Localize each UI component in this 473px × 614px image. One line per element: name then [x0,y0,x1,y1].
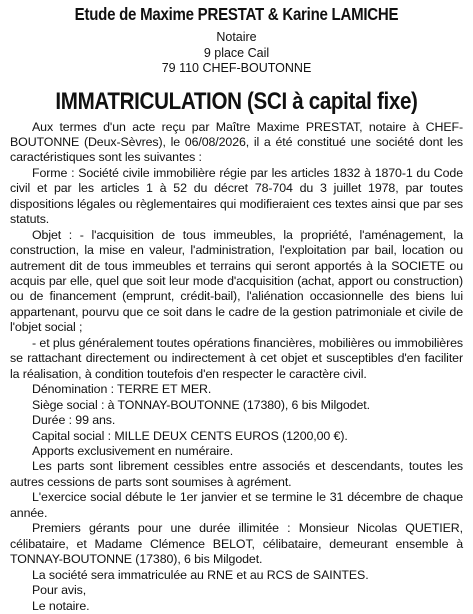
paragraph-forme: Forme : Société civile immobilière régie par les articles 1832 à 1870-1 du Code civil et par les articles 1 à 52 du décret 78-704 du 3 juillet 1978, par toutes dispositions légales ou règlementaires qui modifieraient ces textes ainsi que par ses statuts. [10,166,463,228]
notice-body [10,120,463,614]
notary-street: 9 place Cail [10,46,463,62]
paragraph-objet-suite: - et plus généralement toutes opérations financières, mobilières ou immobilières se rattachant directement ou indirectement à cet objet et susceptibles d'en faciliter la réalisation, à condition toutefois d'en respecter le caractère civil. [10,336,463,382]
paragraph-intro: Aux termes d'un acte reçu par Maître Maxime PRESTAT, notaire à CHEF-BOUTONNE (Deux-Sèvres), le 06/08/2026, il a été constitué une société dont les caractéristiques sont les suivantes : [10,120,463,166]
paragraph-cessions: Les parts sont librement cessibles entre associés et descendants, toutes les autres cessions de parts sont soumises à agrément. [10,459,463,490]
paragraph-exercice: L'exercice social débute le 1er janvier et se termine le 31 décembre de chaque année. [10,490,463,521]
paragraph-gerants: Premiers gérants pour une durée illimitée : Monsieur Nicolas QUETIER, célibataire, et Madame Clémence BELOT, célibataire, demeurant ensemble à TONNAY-BOUTONNE (17380), 6 bis Milgodet. [10,521,463,567]
paragraph-siege: Siège social : à TONNAY-BOUTONNE (17380), 6 bis Milgodet. [10,398,463,413]
paragraph-duree: Durée : 99 ans. [10,413,463,428]
notary-city: 79 110 CHEF-BOUTONNE [10,61,463,77]
paragraph-signature: Le notaire. [10,599,463,614]
paragraph-objet: Objet : - l'acquisition de tous immeubles, la propriété, l'aménagement, la construction, la mise en valeur, l'administration, l'exploitation par bail, location ou autrement dit de tous immeubles et terrains qui seront apportés à la SOCIETE ou acquis par elle, quel que soit leur mode d'acquisition (achat, apport ou construction) ou de financement (emprunt, crédit-bail), l'aliénation occasionnelle des biens lui appartenant, pourvu que ce soit dans le cadre de la gestion patrimoniale et civile de l'objet social ; [10,228,463,336]
paragraph-immatriculation: La société sera immatriculée au RNE et au RCS de SAINTES. [10,568,463,583]
paragraph-pour-avis: Pour avis, [10,583,463,598]
notary-role: Notaire [10,30,463,46]
paragraph-denomination: Dénomination : TERRE ET MER. [10,382,463,397]
firm-name: Etude de Maxime PRESTAT & Karine LAMICHE [42,4,432,24]
notice-title: IMMATRICULATION (SCI à capital fixe) [46,88,427,116]
paragraph-capital: Capital social : MILLE DEUX CENTS EUROS (1200,00 €). [10,429,463,444]
paragraph-apports: Apports exclusivement en numéraire. [10,444,463,459]
